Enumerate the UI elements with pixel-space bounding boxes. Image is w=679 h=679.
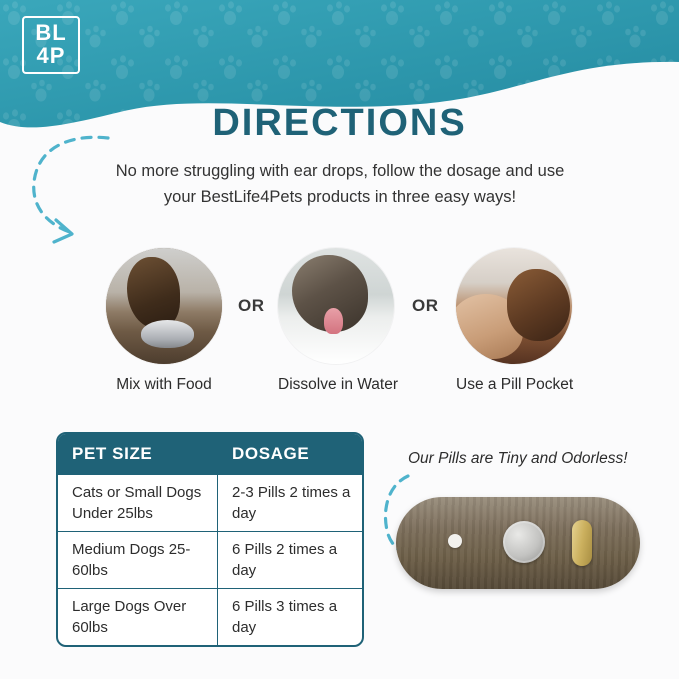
intro-paragraph: No more struggling with ear drops, follow the dosage and use your BestLife4Pets products in three easy ways! xyxy=(115,162,565,206)
brand-logo xyxy=(22,16,80,74)
column-header-pet-size: PET SIZE xyxy=(72,444,153,463)
option-dissolve-in-water xyxy=(278,248,399,394)
cat-drinking-water-photo xyxy=(278,248,394,364)
option-mix-with-food xyxy=(106,248,222,394)
option-caption: Mix with Food xyxy=(116,376,212,393)
small-white-pill xyxy=(448,534,462,548)
column-header-dosage: DOSAGE xyxy=(232,444,310,463)
page-title: DIRECTIONS xyxy=(212,102,467,144)
cell-pet-size: Medium Dogs 25-60lbs xyxy=(58,532,218,588)
usage-options xyxy=(0,248,679,393)
option-caption: Dissolve in Water xyxy=(278,376,399,393)
cell-pet-size: Cats or Small Dogs Under 25lbs xyxy=(58,475,218,531)
cell-pet-size: Large Dogs Over 60lbs xyxy=(58,589,218,645)
option-separator-1: OR xyxy=(238,296,265,315)
pill-note-text: Our Pills are Tiny and Odorless! xyxy=(408,450,628,467)
hand-feeding-dog-treat-photo xyxy=(456,248,572,364)
logo-line-1: BL xyxy=(35,20,67,45)
table-header-row xyxy=(58,434,362,474)
table-row xyxy=(58,531,362,588)
table-row xyxy=(58,474,362,531)
logo-line-2: 4P xyxy=(36,43,66,68)
cell-dosage: 2-3 Pills 2 times a day xyxy=(232,484,351,522)
dosage-table xyxy=(56,432,364,647)
coin-for-scale xyxy=(503,521,545,563)
option-caption: Use a Pill Pocket xyxy=(456,376,574,393)
dog-eating-from-bowl-photo xyxy=(106,248,222,364)
cell-dosage: 6 Pills 2 times a day xyxy=(232,541,338,579)
dashed-arrow-icon xyxy=(12,128,122,268)
cell-dosage: 6 Pills 3 times a day xyxy=(232,598,338,636)
table-row xyxy=(58,588,362,645)
wood-board-with-pill-and-coin-photo xyxy=(396,497,640,589)
capsule-pill xyxy=(572,520,592,566)
option-use-pill-pocket xyxy=(456,248,572,394)
option-separator-2: OR xyxy=(412,296,439,315)
